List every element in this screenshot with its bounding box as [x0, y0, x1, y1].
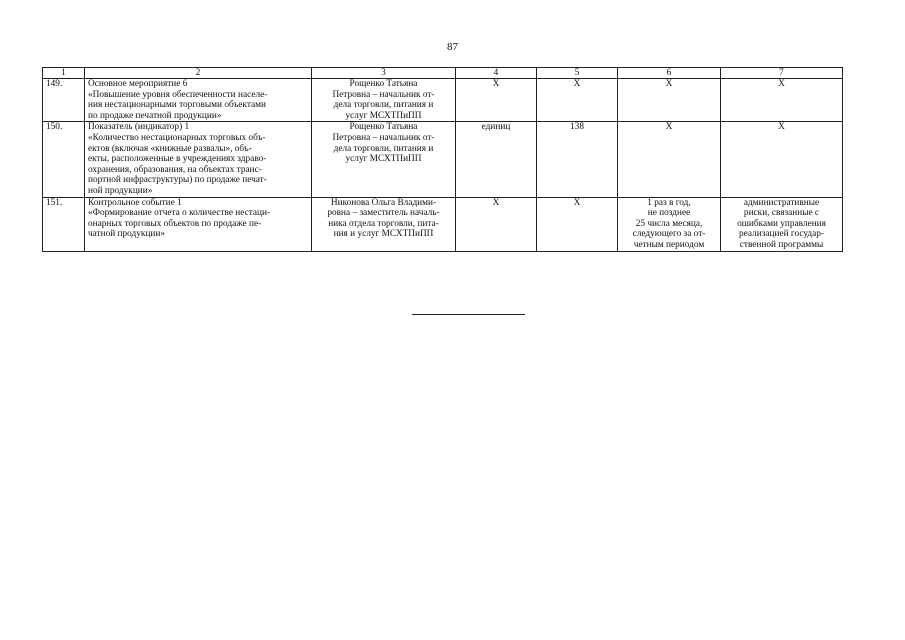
- row-description-text: Контрольное событие 1 «Формирование отчета о количестве нестаци- онарных торговых объектов по продаже пе- чатной продукции»: [88, 197, 271, 240]
- row-risks: [721, 79, 843, 122]
- row-deadline-text: Х: [665, 79, 673, 89]
- page-number: 87: [447, 41, 458, 53]
- column-header-3: 3: [312, 68, 456, 79]
- row-responsible: [312, 197, 456, 251]
- closing-divider: [412, 314, 525, 315]
- row-description: [85, 79, 312, 122]
- table-row: [43, 122, 843, 197]
- row-unit-text: Х: [492, 79, 500, 89]
- row-responsible: [312, 122, 456, 197]
- row-value: [537, 79, 618, 122]
- row-deadline: [618, 122, 721, 197]
- row-number-text: 149.: [46, 79, 63, 89]
- row-deadline-text: Х: [665, 122, 673, 133]
- header-row: [43, 68, 843, 79]
- column-header-1: 1: [43, 68, 85, 79]
- row-number-text: 151.: [46, 197, 63, 208]
- row-description-text: Показатель (индикатор) 1 «Количество нестационарных торговых объ- ектов (включая «книжные развалы», объ- екты, расположенные в учреждениях здраво- охранения, образования, на объектах транс- портной инфраструктуры) по продаже печат- ной продукции»: [88, 122, 267, 196]
- column-header-6: 6: [618, 68, 721, 79]
- row-unit: [456, 79, 537, 122]
- row-number: [43, 197, 85, 251]
- row-responsible: [312, 79, 456, 122]
- row-deadline: [618, 197, 721, 251]
- row-responsible-text: Рощенко Татьяна Петровна – начальник от- дела торговли, питания и услуг МСХТПиПП: [332, 79, 435, 121]
- row-risks-text: административные риски, связанные с ошибками управления реализацией государ- ственной программы: [737, 197, 826, 250]
- table-row: [43, 79, 843, 122]
- row-deadline: [618, 79, 721, 122]
- table-row: [43, 197, 843, 251]
- row-description: [85, 197, 312, 251]
- row-responsible-text: Рощенко Татьяна Петровна – начальник от- дела торговли, питания и услуг МСХТПиПП: [332, 122, 435, 165]
- row-deadline-text: 1 раз в год, не позднее 25 числа месяца, следующего за от- четным периодом: [632, 197, 706, 250]
- row-number: [43, 122, 85, 197]
- row-risks: [721, 197, 843, 251]
- row-value-text: 138: [570, 122, 584, 133]
- row-responsible-text: Никонова Ольга Владими- ровна – заместитель началь- ника отдела торговли, пита- ния и услуг МСХТПиПП: [327, 197, 440, 240]
- row-value: [537, 122, 618, 197]
- row-value-text: Х: [573, 197, 581, 208]
- row-unit: [456, 122, 537, 197]
- row-risks-text: Х: [778, 122, 785, 133]
- row-risks-text: Х: [778, 79, 785, 89]
- row-unit-text: единиц: [481, 122, 511, 133]
- column-header-5: 5: [537, 68, 618, 79]
- row-value-text: Х: [573, 79, 581, 89]
- row-description-text: Основное мероприятие 6 «Повышение уровня обеспеченности населе- ния нестационарными торговыми объектами по продаже печатной продукции»: [88, 79, 268, 121]
- row-unit-text: Х: [492, 197, 500, 208]
- row-number: [43, 79, 85, 122]
- column-header-7: 7: [721, 68, 843, 79]
- row-risks: [721, 122, 843, 197]
- column-header-2: 2: [85, 68, 312, 79]
- row-description: [85, 122, 312, 197]
- row-number-text: 150.: [46, 122, 63, 133]
- plan-table: [42, 67, 843, 252]
- row-value: [537, 197, 618, 251]
- row-unit: [456, 197, 537, 251]
- column-header-4: 4: [456, 68, 537, 79]
